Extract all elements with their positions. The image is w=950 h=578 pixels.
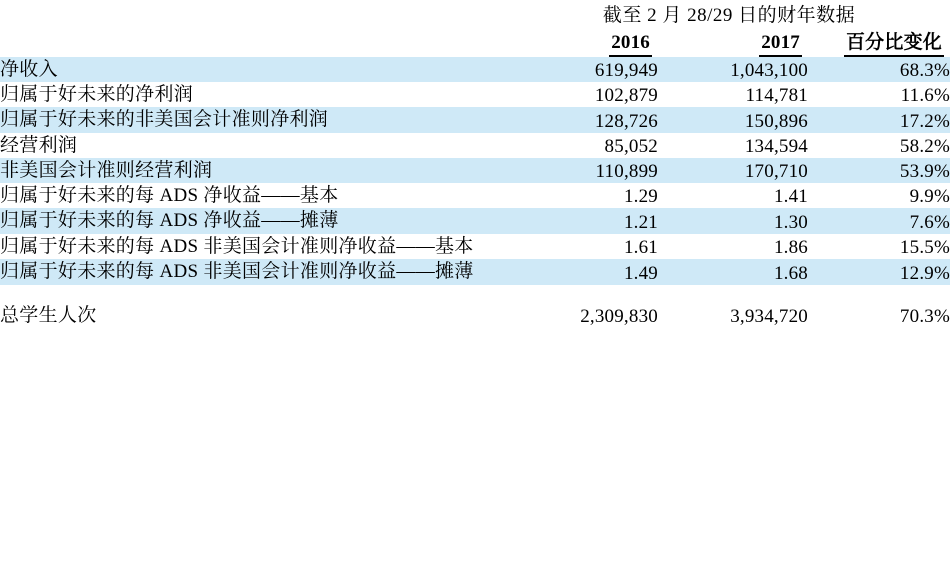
spacer-cell: [658, 285, 808, 303]
table-row: [0, 158, 950, 183]
row-label: 归属于好未来的非美国会计准则净利润: [0, 109, 329, 131]
column-header-2016-text: 2016: [609, 32, 652, 57]
row-value-change: 17.2%: [899, 110, 950, 132]
row-value-change: 58.2%: [899, 135, 950, 157]
table-row: [0, 259, 950, 284]
row-value-change: 7.6%: [909, 211, 950, 233]
column-header-change-text: 百分比变化: [844, 27, 944, 57]
table-row: [0, 234, 950, 259]
row-value-change: 11.6%: [900, 85, 950, 107]
total-row-value-change: 70.3%: [899, 305, 950, 327]
table-row: [0, 183, 950, 208]
row-label: 归属于好未来的每 ADS 非美国会计准则净收益——基本: [0, 235, 474, 257]
row-value-2017: 1.68: [773, 262, 808, 284]
row-value-2017: 114,781: [745, 85, 808, 107]
column-header-change: [808, 27, 950, 57]
row-value-change: 9.9%: [909, 186, 950, 208]
table-total-row: [0, 303, 950, 328]
row-value-2016: 85,052: [604, 135, 658, 157]
total-row-value-2017: 3,934,720: [730, 305, 808, 327]
table-row: [0, 107, 950, 132]
row-label: 净收入: [0, 59, 58, 80]
row-value-2016: 128,726: [594, 110, 658, 132]
row-label: 归属于好未来的净利润: [0, 84, 194, 106]
row-value-2017: 1,043,100: [730, 60, 808, 82]
row-label: 归属于好未来的每 ADS 净收益——基本: [0, 184, 339, 206]
row-label: 经营利润: [0, 134, 78, 156]
row-value-2017: 134,594: [744, 135, 808, 157]
column-header-2016: [508, 27, 658, 57]
total-row-value-2016: 2,309,830: [580, 305, 658, 327]
table-spacer-row: [0, 285, 950, 303]
spacer-cell: [808, 285, 950, 303]
period-header-title: 截至 2 月 28/29 日的财年数据: [602, 5, 856, 26]
row-value-2016: 1.21: [623, 211, 658, 233]
table-period-header-row: [0, 0, 950, 27]
row-label: 非美国会计准则经营利润: [0, 159, 213, 181]
row-label: 归属于好未来的每 ADS 非美国会计准则净收益——摊薄: [0, 261, 474, 283]
column-header-2017: [658, 27, 808, 57]
row-value-change: 15.5%: [899, 237, 950, 259]
row-value-2017: 1.30: [773, 211, 808, 233]
row-value-2016: 1.61: [623, 237, 658, 259]
total-row-label: 总学生人次: [0, 304, 97, 326]
spacer-cell: [0, 285, 508, 303]
table-row: [0, 82, 950, 107]
row-value-change: 12.9%: [899, 262, 950, 284]
table-row: [0, 133, 950, 158]
row-value-2016: 619,949: [594, 60, 658, 82]
spacer-cell: [508, 285, 658, 303]
period-header-spacer: [0, 0, 508, 27]
column-header-2017-text: 2017: [759, 32, 802, 57]
row-value-2017: 150,896: [744, 110, 808, 132]
row-value-2017: 170,710: [744, 160, 808, 182]
column-header-label: [0, 27, 508, 57]
row-value-change: 68.3%: [899, 60, 950, 82]
row-value-2016: 110,899: [595, 160, 658, 182]
table-row: [0, 208, 950, 233]
row-value-2016: 1.49: [623, 262, 658, 284]
row-value-2016: 1.29: [623, 186, 658, 208]
row-value-2016: 102,879: [594, 85, 658, 107]
table-column-header-row: [0, 27, 950, 57]
table-row: [0, 57, 950, 82]
row-value-2017: 1.41: [773, 186, 808, 208]
row-value-2017: 1.86: [773, 237, 808, 259]
row-value-change: 53.9%: [899, 160, 950, 182]
row-label: 归属于好未来的每 ADS 净收益——摊薄: [0, 210, 339, 232]
